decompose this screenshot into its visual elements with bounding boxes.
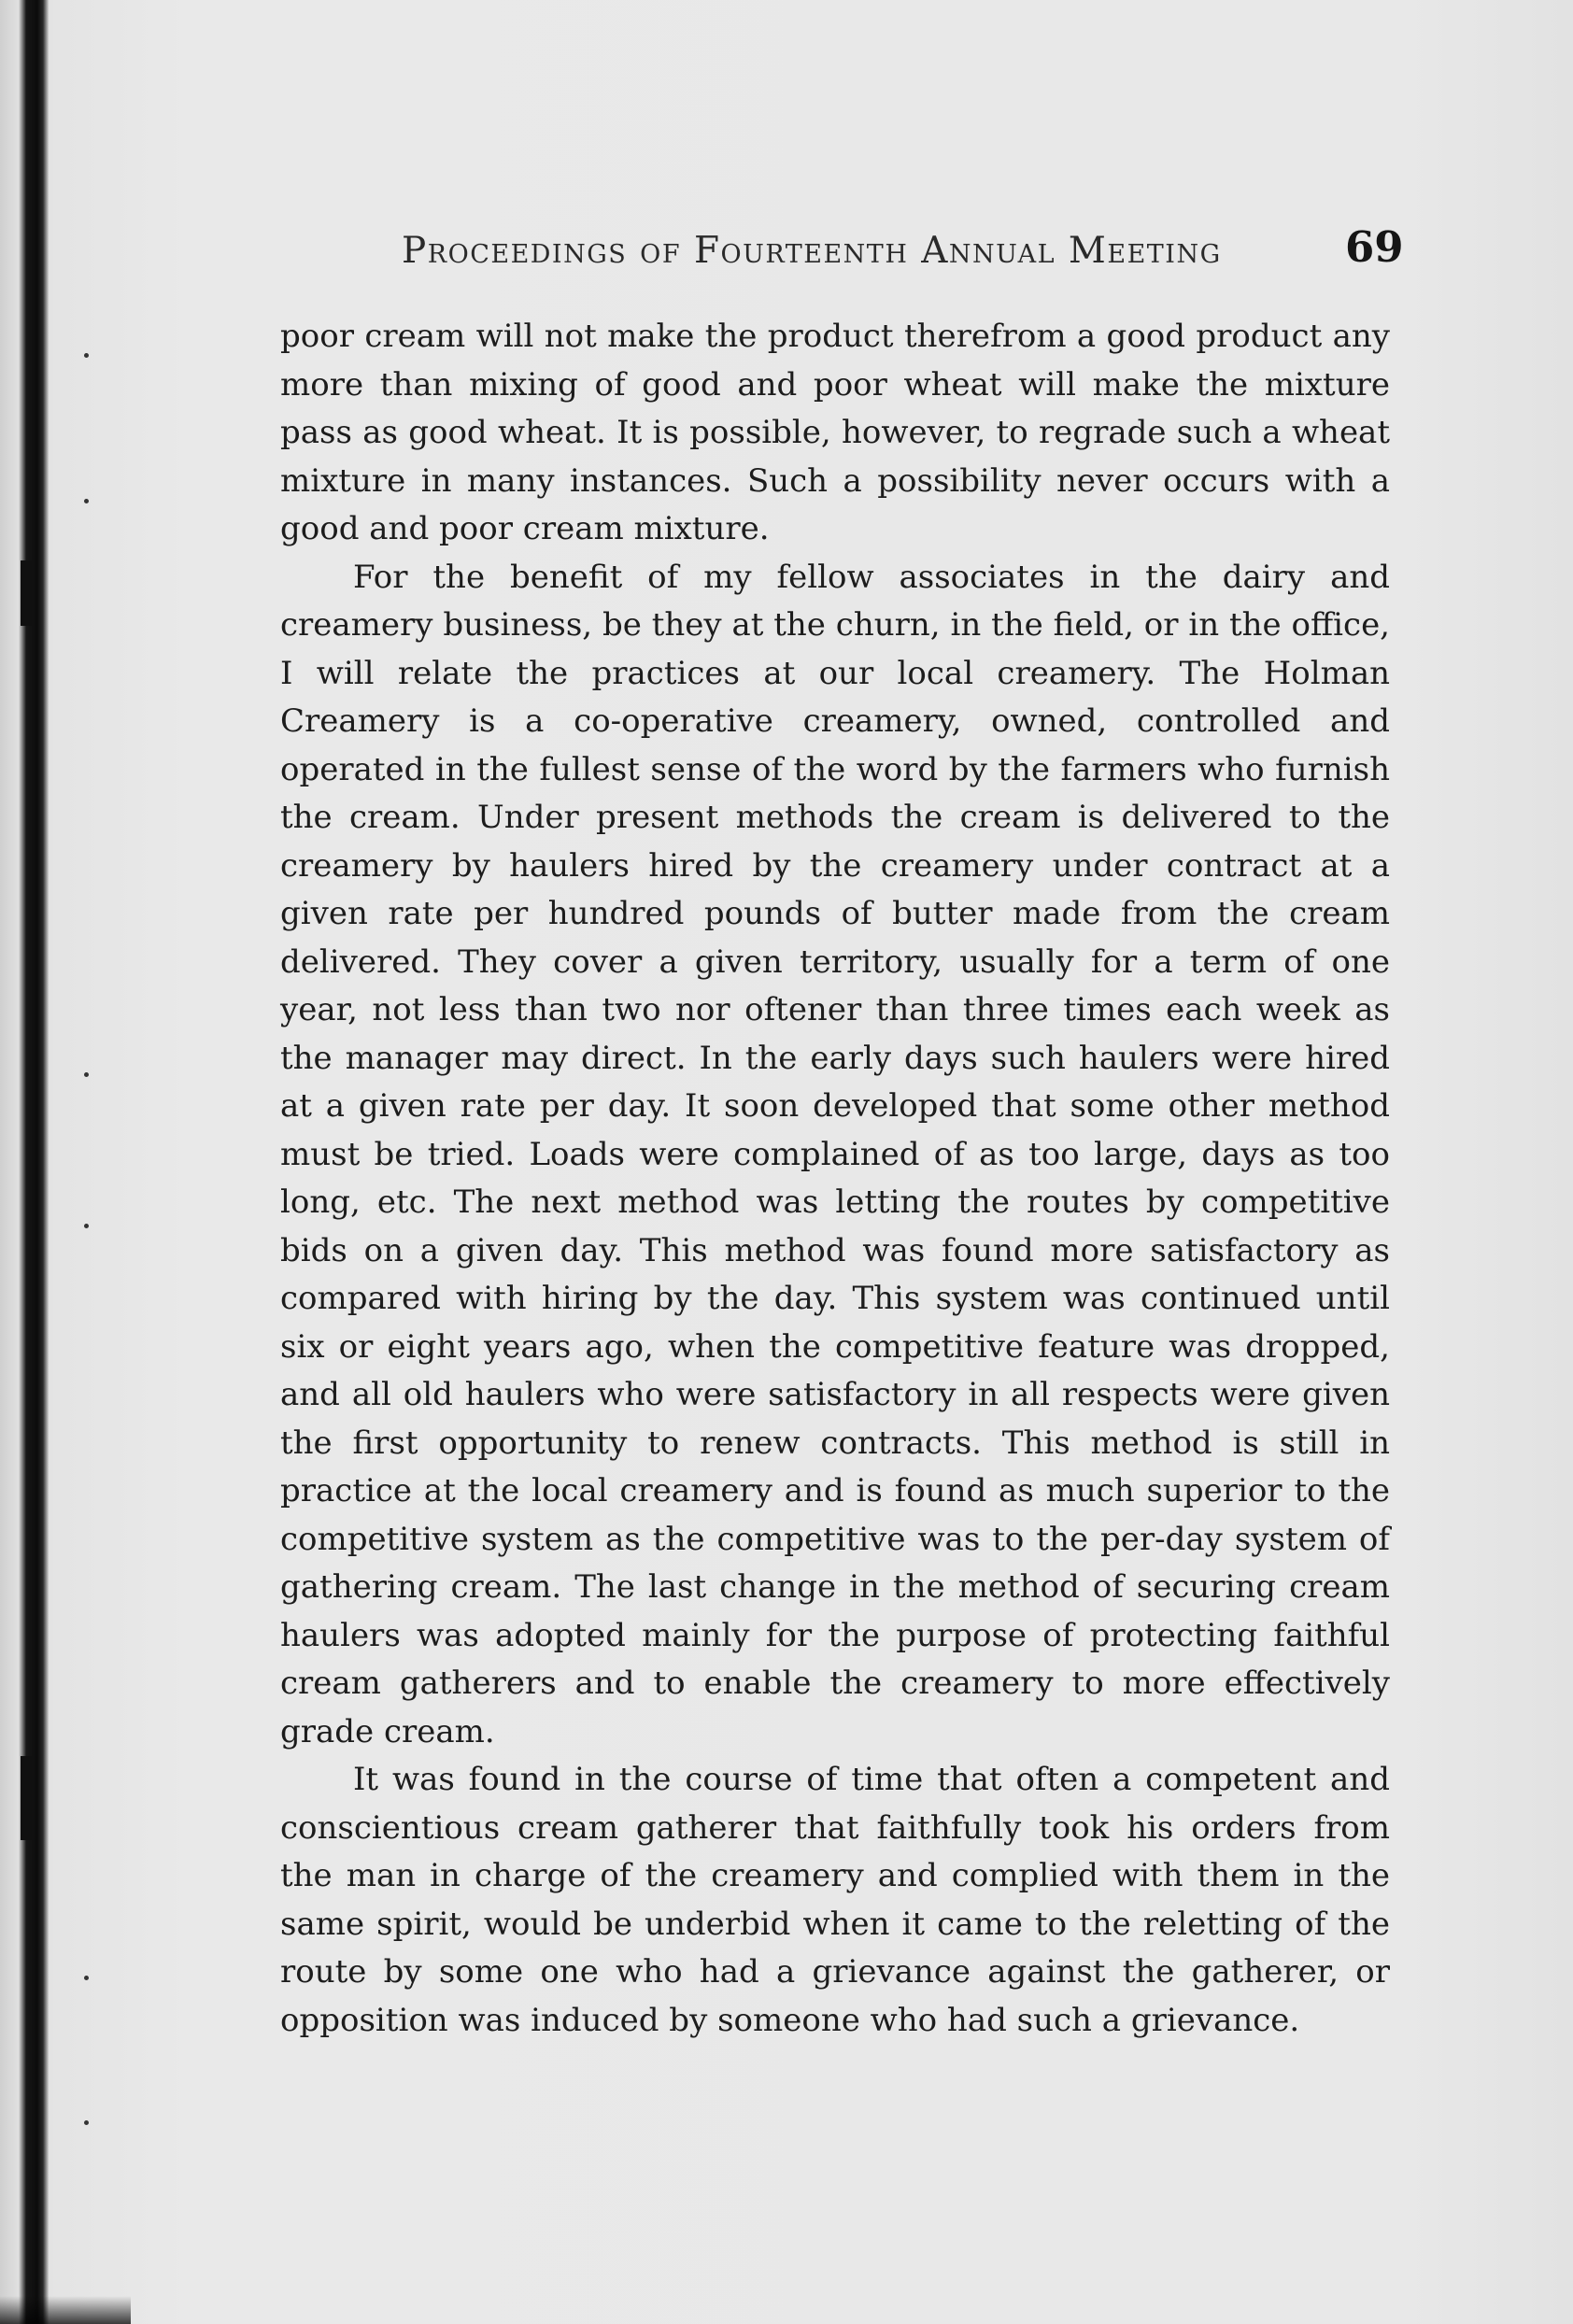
running-head: Proceedings of Fourteenth Annual Meeting [402,230,1222,272]
binding-mark [21,1756,32,1840]
margin-speck [84,1072,89,1077]
page-header [280,222,1404,278]
margin-speck [84,353,89,358]
paragraph-cream-gatherer: It was found in the course of time that often a competent and conscientious cream gatherer that faithfully took his orders from the man in charge of the creamery and complied with them in the same spirit, would be underbid when it came to the reletting of the route by some one who had a grievance against the gatherer, or opposition was induced by someone who had such a grievance. [280,1761,1390,2039]
paragraph-continuation: poor cream will not make the product therefrom a good product any more than mixing of good and poor wheat will make the mixture pass as good wheat. It is possible, however, to regrade such a wheat mixture in many instances. Such a possibility never occurs with a good and poor cream mixture. [280,318,1390,547]
binding-mark [21,560,32,626]
body-text [280,313,1390,2045]
margin-speck [84,499,89,503]
margin-speck [84,1224,89,1228]
binding-edge [0,0,49,2324]
paragraph-creamery-practices: For the benefit of my fellow associates in the dairy and creamery business, be they at the churn, in the field, or in the office, I will relate the practices at our local creamery. The Holman Creamery is a co-operative creamery, owned, controlled and operated in the fullest sense of the word by the farmers who furnish the cream. Under present methods the cream is delivered to the creamery by haulers hired by the creamery under contract at a given rate per hundred pounds of butter made from the cream delivered. They cover a given territory, usually for a term of one year, not less than two nor oftener than three times each week as the manager may direct. In the early days such haulers were hired at a given rate per day. It soon developed that some other method must be tried. Loads were complained of as too large, days as too long, etc. The next method was letting the routes by competitive bids on a given day. This method was found more satisfactory as compared with hiring by the day. This system was continued until six or eight years ago, when the competitive feature was dropped, and all old haulers who were satisfactory in all respects were given the first opportunity to renew contracts. This method is still in practice at the local creamery and is found as much superior to the competitive system as the competitive was to the per-day system of gathering cream. The last change in the method of securing cream haulers was adopted mainly for the purpose of protecting faithful cream gatherers and to enable the creamery to more effectively grade cream. [280,558,1390,1750]
page-number: 69 [1345,222,1404,272]
margin-speck [84,2120,89,2125]
page-shadow [0,2296,131,2324]
margin-speck [84,1976,89,1980]
